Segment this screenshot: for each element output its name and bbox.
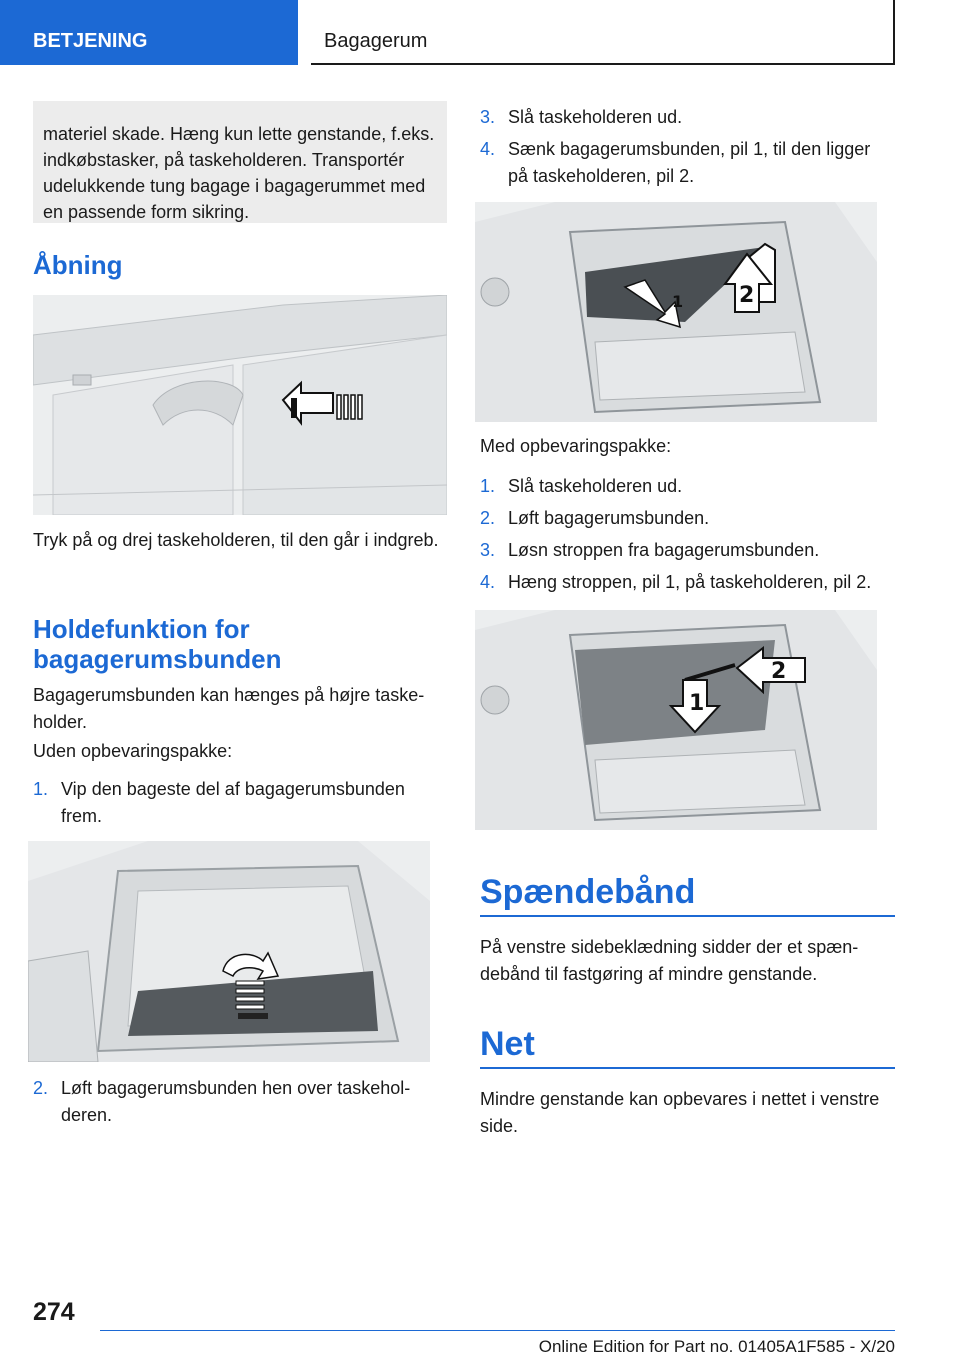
step-with-1	[480, 473, 895, 500]
heading-holdefunktion-line1: Holdefunktion for	[33, 614, 250, 644]
arrow-label-2b: 2	[771, 659, 787, 684]
step-text: Løft bagagerumsbunden hen over taskeholderen.	[61, 1078, 411, 1125]
step-number: 1.	[480, 476, 496, 496]
step-left-1	[33, 776, 447, 830]
heading-rule	[480, 1067, 895, 1069]
figure-trunk-floor-fold	[28, 841, 430, 1062]
step-with-4	[480, 569, 895, 596]
step-number: 3.	[480, 107, 496, 127]
step-number: 3.	[480, 540, 496, 560]
step-with-3	[480, 537, 895, 564]
heading-spaendebaand: Spændebånd	[480, 873, 696, 911]
arrow-label-1: 1	[672, 292, 684, 311]
step-number: 2.	[33, 1078, 49, 1098]
warning-callout	[33, 101, 447, 223]
heading-holdefunktion-line2: bagagerumsbunden	[33, 644, 282, 674]
figure-hang-strap	[475, 610, 877, 830]
step-number: 4.	[480, 139, 496, 159]
step-left-2	[33, 1075, 447, 1129]
page-header-title: Bagagerum	[311, 0, 895, 65]
step-with-2	[480, 505, 895, 532]
step-text: Hæng stroppen, pil 1, på taskeholderen, pil 2.	[508, 572, 872, 592]
step-right-3	[480, 104, 895, 131]
step-number: 2.	[480, 508, 496, 528]
without-pack-label: Uden opbevaringspakke:	[33, 741, 233, 761]
step-text: Løsn stroppen fra bagagerumsbunden.	[508, 540, 820, 560]
net-body: Mindre genstande kan opbevares i nettet i venstre side.	[480, 1089, 880, 1136]
step-number: 4.	[480, 572, 496, 592]
step-text: Slå taskeholderen ud.	[508, 107, 683, 127]
spaendebaand-body: På venstre sidebeklædning sidder der et spændebånd til fastgøring af mindre genstande.	[480, 937, 859, 984]
heading-rule	[480, 915, 895, 917]
step-text: Løft bagagerumsbunden.	[508, 508, 710, 528]
figure-lower-floor-onto-holder	[475, 202, 877, 422]
arrow-label-2: 2	[739, 283, 755, 308]
arrow-label-1b: 1	[689, 691, 705, 716]
footer-rule	[100, 1330, 895, 1331]
holdefunktion-intro: Bagagerumsbunden kan hænges på højre taskeholder.	[33, 685, 425, 732]
step-right-4	[480, 136, 895, 190]
figure-open-bag-holder	[33, 295, 447, 515]
section-tab[interactable]: BETJENING	[0, 0, 298, 65]
step-text: Slå taskeholderen ud.	[508, 476, 683, 496]
page-number: 274	[33, 1298, 75, 1326]
heading-aabning: Åbning	[33, 250, 123, 280]
warning-text: materiel skade. Hæng kun lette genstande, f.eks. indkøbstasker, på taskeholderen. Transportér udelukkende tung bagage i bagagerummet med en passende form sikring.	[43, 124, 435, 222]
footer-edition: Online Edition for Part no. 01405A1F585 - X/20	[538, 1337, 895, 1356]
step-number: 1.	[33, 779, 49, 799]
with-pack-label: Med opbevaringspakke:	[480, 436, 672, 456]
step-text: Vip den bageste del af bagagerumsbunden frem.	[61, 779, 405, 826]
heading-net: Net	[480, 1025, 535, 1063]
step-text: Sænk bagagerumsbunden, pil 1, til den ligger på taskeholderen, pil 2.	[508, 139, 871, 186]
aabning-body: Tryk på og drej taskeholderen, til den går i indgreb.	[33, 530, 439, 550]
